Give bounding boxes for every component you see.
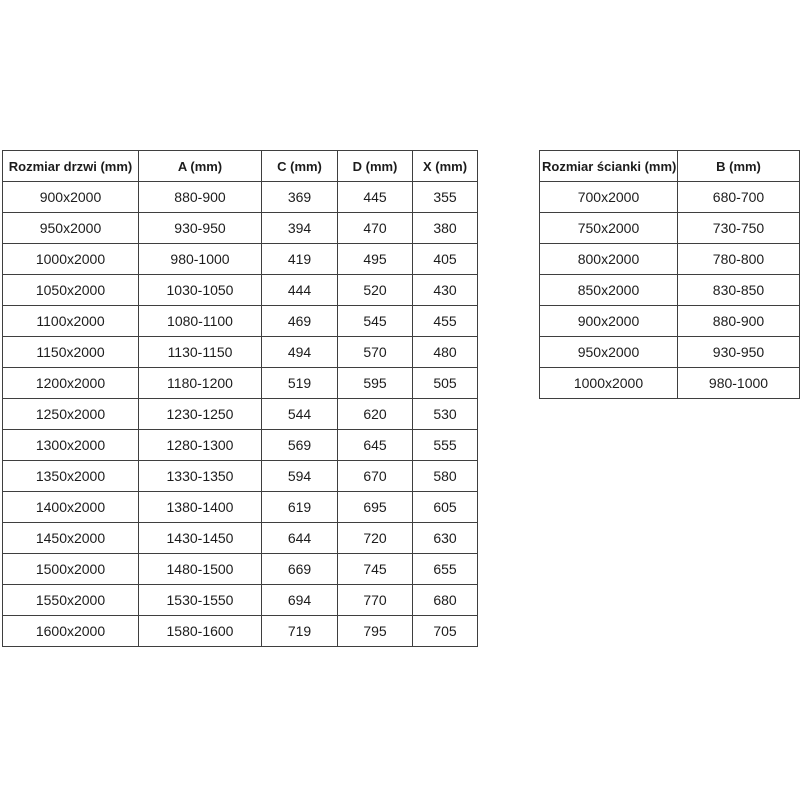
wall-sizes-table	[539, 150, 800, 399]
table-cell: 800x2000	[540, 244, 678, 275]
table-row	[3, 306, 478, 337]
table-cell: 1250x2000	[3, 399, 139, 430]
table-row	[3, 430, 478, 461]
table-cell: 1580-1600	[139, 616, 262, 647]
table-cell: 850x2000	[540, 275, 678, 306]
table-cell: 694	[262, 585, 338, 616]
header-row	[3, 151, 478, 182]
table-cell: 505	[413, 368, 478, 399]
table-cell: 780-800	[678, 244, 800, 275]
table-cell: 680-700	[678, 182, 800, 213]
table-cell: 930-950	[139, 213, 262, 244]
table-cell: 700x2000	[540, 182, 678, 213]
table-cell: 730-750	[678, 213, 800, 244]
table-cell: 669	[262, 554, 338, 585]
table-cell: 444	[262, 275, 338, 306]
table-cell: 394	[262, 213, 338, 244]
table-cell: 620	[338, 399, 413, 430]
table-cell: 555	[413, 430, 478, 461]
table-cell: 1330-1350	[139, 461, 262, 492]
table-cell: 1030-1050	[139, 275, 262, 306]
table-row	[540, 244, 800, 275]
table-row	[3, 492, 478, 523]
table-row	[540, 306, 800, 337]
table-cell: 930-950	[678, 337, 800, 368]
table-row	[3, 182, 478, 213]
table-cell: 1380-1400	[139, 492, 262, 523]
table-cell: 519	[262, 368, 338, 399]
table-cell: 1050x2000	[3, 275, 139, 306]
table-cell: 1200x2000	[3, 368, 139, 399]
table-cell: 670	[338, 461, 413, 492]
table-cell: 495	[338, 244, 413, 275]
table-row	[3, 523, 478, 554]
table-cell: 705	[413, 616, 478, 647]
table-row	[3, 585, 478, 616]
table-cell: 355	[413, 182, 478, 213]
table-cell: 655	[413, 554, 478, 585]
table-cell: 405	[413, 244, 478, 275]
table-cell: 470	[338, 213, 413, 244]
table-cell: 369	[262, 182, 338, 213]
table-cell: 1480-1500	[139, 554, 262, 585]
table-row	[540, 275, 800, 306]
table-cell: 619	[262, 492, 338, 523]
table-row	[3, 213, 478, 244]
table-row	[3, 337, 478, 368]
table-cell: 1430-1450	[139, 523, 262, 554]
table-cell: 695	[338, 492, 413, 523]
table-cell: 1550x2000	[3, 585, 139, 616]
table-cell: 580	[413, 461, 478, 492]
table-cell: 1150x2000	[3, 337, 139, 368]
table-cell: 1100x2000	[3, 306, 139, 337]
table-cell: 1450x2000	[3, 523, 139, 554]
table-cell: 1500x2000	[3, 554, 139, 585]
table-row	[540, 213, 800, 244]
table-cell: 1180-1200	[139, 368, 262, 399]
table-row	[540, 182, 800, 213]
column-header: X (mm)	[413, 151, 478, 182]
table-cell: 1230-1250	[139, 399, 262, 430]
table-cell: 950x2000	[540, 337, 678, 368]
table-row	[540, 337, 800, 368]
table-cell: 630	[413, 523, 478, 554]
table-cell: 594	[262, 461, 338, 492]
table-cell: 605	[413, 492, 478, 523]
table-cell: 770	[338, 585, 413, 616]
column-header: C (mm)	[262, 151, 338, 182]
table-cell: 545	[338, 306, 413, 337]
table-cell: 1300x2000	[3, 430, 139, 461]
column-header: Rozmiar ścianki (mm)	[540, 151, 678, 182]
table-cell: 1350x2000	[3, 461, 139, 492]
table-cell: 494	[262, 337, 338, 368]
table-cell: 645	[338, 430, 413, 461]
table-cell: 880-900	[139, 182, 262, 213]
table-row	[540, 368, 800, 399]
table-row	[3, 275, 478, 306]
table-cell: 1130-1150	[139, 337, 262, 368]
column-header: D (mm)	[338, 151, 413, 182]
table-row	[3, 368, 478, 399]
table-cell: 720	[338, 523, 413, 554]
column-header: A (mm)	[139, 151, 262, 182]
table-cell: 795	[338, 616, 413, 647]
header-row	[540, 151, 800, 182]
table-cell: 430	[413, 275, 478, 306]
table-cell: 1400x2000	[3, 492, 139, 523]
table-cell: 480	[413, 337, 478, 368]
table-row	[3, 554, 478, 585]
table-cell: 644	[262, 523, 338, 554]
table-cell: 680	[413, 585, 478, 616]
column-header: Rozmiar drzwi (mm)	[3, 151, 139, 182]
table-cell: 544	[262, 399, 338, 430]
table-cell: 1080-1100	[139, 306, 262, 337]
table-cell: 719	[262, 616, 338, 647]
table-row	[3, 399, 478, 430]
table-cell: 900x2000	[540, 306, 678, 337]
table-cell: 1530-1550	[139, 585, 262, 616]
table-row	[3, 461, 478, 492]
table-cell: 1000x2000	[3, 244, 139, 275]
table-cell: 745	[338, 554, 413, 585]
table-cell: 980-1000	[139, 244, 262, 275]
table-cell: 750x2000	[540, 213, 678, 244]
table-cell: 569	[262, 430, 338, 461]
table-cell: 1280-1300	[139, 430, 262, 461]
table-cell: 900x2000	[3, 182, 139, 213]
table-cell: 419	[262, 244, 338, 275]
table-cell: 950x2000	[3, 213, 139, 244]
table-cell: 830-850	[678, 275, 800, 306]
table-cell: 530	[413, 399, 478, 430]
table-row	[3, 616, 478, 647]
table-cell: 469	[262, 306, 338, 337]
table-cell: 595	[338, 368, 413, 399]
column-header: B (mm)	[678, 151, 800, 182]
table-cell: 880-900	[678, 306, 800, 337]
table-cell: 980-1000	[678, 368, 800, 399]
table-cell: 445	[338, 182, 413, 213]
door-sizes-table	[2, 150, 478, 647]
table-cell: 380	[413, 213, 478, 244]
table-cell: 455	[413, 306, 478, 337]
table-cell: 1000x2000	[540, 368, 678, 399]
table-cell: 570	[338, 337, 413, 368]
table-row	[3, 244, 478, 275]
table-cell: 520	[338, 275, 413, 306]
table-cell: 1600x2000	[3, 616, 139, 647]
